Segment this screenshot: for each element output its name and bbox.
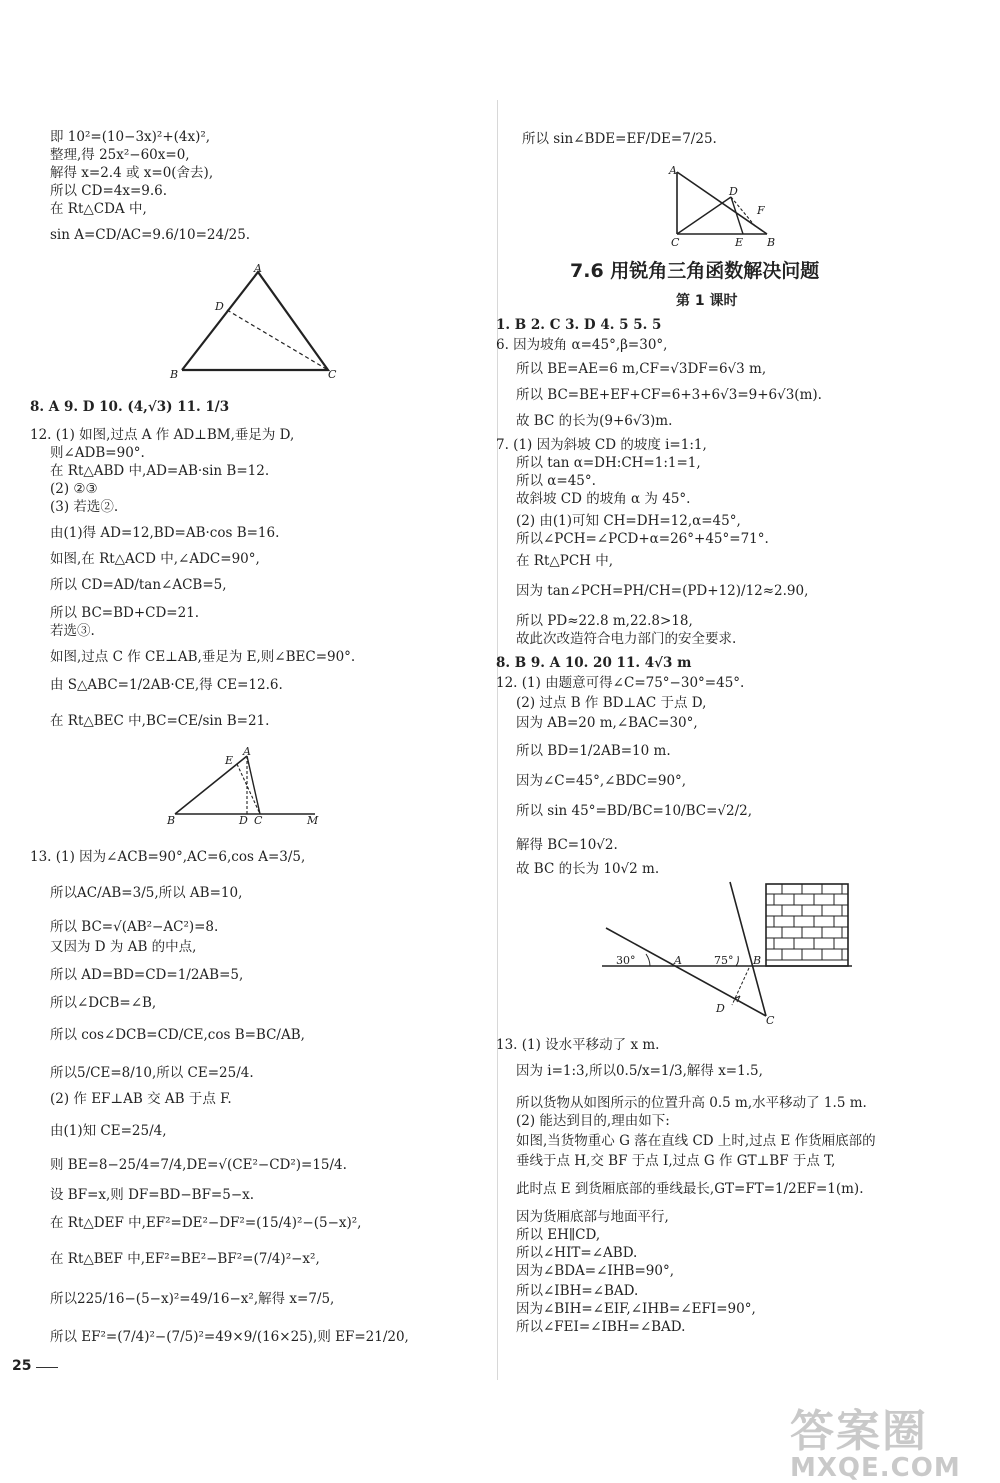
text-line: 在 Rt△PCH 中,	[516, 553, 614, 569]
text-line: 所以 BC=√(AB²−AC²)=8.	[50, 919, 219, 935]
point-label: D	[729, 185, 738, 198]
text-line: (2) 由(1)可知 CH=DH=12,α=45°,	[516, 513, 741, 529]
answer-line: 8. B 9. A 10. 20 11. 4√3 m	[496, 655, 692, 671]
text-line: 所以 EH∥CD,	[516, 1227, 601, 1243]
triangle-figure-1	[170, 262, 340, 382]
text-line: 因为∠BIH=∠EIF,∠IHB=∠EFI=90°,	[516, 1301, 756, 1317]
text-line: 12. (1) 如图,过点 A 作 AD⊥BM,垂足为 D,	[30, 427, 295, 443]
text-line: 在 Rt△DEF 中,EF²=DE²−DF²=(15/4)²−(5−x)²,	[50, 1215, 362, 1231]
text-line: 所以 cos∠DCB=CD/CE,cos B=BC/AB,	[50, 1027, 305, 1043]
point-label: B	[170, 368, 179, 381]
point-label: A	[254, 262, 262, 275]
text-line: 故 BC 的长为 10√2 m.	[516, 861, 660, 877]
watermark-logo: 答案圈	[790, 1406, 928, 1457]
text-line: 所以 BE=AE=6 m,CF=√3DF=6√3 m,	[516, 361, 767, 377]
text-line: 所以 PD≈22.8 m,22.8>18,	[516, 613, 693, 629]
point-label: F	[757, 204, 765, 217]
text-line: 在 Rt△ABD 中,AD=AB·sin B=12.	[50, 463, 270, 479]
point-label: A	[243, 745, 251, 758]
text-line: 6. 因为坡角 α=45°,β=30°,	[496, 337, 668, 353]
text-line: 所以5/CE=8/10,所以 CE=25/4.	[50, 1065, 254, 1081]
angle-label: 75°	[714, 954, 734, 967]
point-label: C	[766, 1014, 775, 1027]
text-line: 因为 tan∠PCH=PH/CH=(PD+12)/12≈2.90,	[516, 583, 809, 599]
text-line: 所以 AD=BD=CD=1/2AB=5,	[50, 967, 244, 983]
text-line: 如图,当货物重心 G 落在直线 CD 上时,过点 E 作货厢底部的	[516, 1133, 876, 1149]
text-line: 即 10²=(10−3x)²+(4x)²,	[50, 129, 211, 145]
text-line: 所以∠IBH=∠BAD.	[516, 1283, 639, 1299]
text-line: 则 BE=8−25/4=7/4,DE=√(CE²−CD²)=15/4.	[50, 1157, 347, 1173]
text-line: 因为∠BDA=∠IHB=90°,	[516, 1263, 674, 1279]
text-line: 所以 α=45°.	[516, 473, 596, 489]
triangle-figure-2	[165, 745, 325, 828]
text-line: (2) ②③	[50, 481, 98, 497]
text-line: 由(1)知 CE=25/4,	[50, 1123, 167, 1139]
text-line: 解得 x=2.4 或 x=0(舍去),	[50, 165, 214, 181]
text-line: 7. (1) 因为斜坡 CD 的坡度 i=1:1,	[496, 437, 707, 453]
point-label: D	[239, 814, 248, 827]
point-label: D	[215, 300, 224, 313]
text-line: 因为∠C=45°,∠BDC=90°,	[516, 773, 687, 789]
text-line: 设 BF=x,则 DF=BD−BF=5−x.	[50, 1187, 255, 1203]
text-line: 所以货物从如图所示的位置升高 0.5 m,水平移动了 1.5 m.	[516, 1095, 867, 1111]
text-line: 故斜坡 CD 的坡角 α 为 45°.	[516, 491, 691, 507]
point-label: B	[167, 814, 176, 827]
lesson-subtitle: 第 1 课时	[676, 293, 738, 309]
text-line: 所以 BD=1/2AB=10 m.	[516, 743, 671, 759]
text-line: 12. (1) 由题意可得∠C=75°−30°=45°.	[496, 675, 745, 691]
column-divider	[497, 100, 498, 1380]
text-line: 所以AC/AB=3/5,所以 AB=10,	[50, 885, 243, 901]
text-line: 所以 BC=BE+EF+CF=6+3+6√3=9+6√3(m).	[516, 387, 822, 403]
point-label: B	[753, 954, 762, 967]
text-line: 因为 i=1:3,所以0.5/x=1/3,解得 x=1.5,	[516, 1063, 763, 1079]
point-label: M	[307, 814, 319, 827]
text-line: 因为货厢底部与地面平行,	[516, 1209, 669, 1225]
text-line: sin A=CD/AC=9.6/10=24/25.	[50, 227, 251, 243]
text-line: 所以 sin∠BDE=EF/DE=7/25.	[522, 131, 717, 147]
text-line: (2) 过点 B 作 BD⊥AC 于点 D,	[516, 695, 707, 711]
text-line: 解得 BC=10√2.	[516, 837, 618, 853]
text-line: 在 Rt△BEC 中,BC=CE/sin B=21.	[50, 713, 270, 729]
text-line: 所以 EF²=(7/4)²−(7/5)²=49×9/(16×25),则 EF=21/20,	[50, 1329, 409, 1345]
text-line: 此时点 E 到货厢底部的垂线最长,GT=FT=1/2EF=1(m).	[516, 1181, 864, 1197]
text-line: 所以 tan α=DH:CH=1:1=1,	[516, 455, 701, 471]
text-line: 垂线于点 H,交 BF 于点 I,过点 G 作 GT⊥BF 于点 T,	[516, 1153, 836, 1169]
text-line: 13. (1) 设水平移动了 x m.	[496, 1037, 660, 1053]
text-line: 如图,过点 C 作 CE⊥AB,垂足为 E,则∠BEC=90°.	[50, 649, 356, 665]
point-label: B	[767, 236, 776, 249]
section-title: 7.6 用锐角三角函数解决问题	[570, 260, 820, 282]
answer-line: 1. B 2. C 3. D 4. 5 5. 5	[496, 317, 662, 333]
angle-label: 30°	[616, 954, 636, 967]
text-line: 所以 BC=BD+CD=21.	[50, 605, 200, 621]
text-line: (2) 能达到目的,理由如下:	[516, 1113, 670, 1129]
text-line: 故 BC 的长为(9+6√3)m.	[516, 413, 673, 429]
text-line: 13. (1) 因为∠ACB=90°,AC=6,cos A=3/5,	[30, 849, 306, 865]
text-line: 所以∠HIT=∠ABD.	[516, 1245, 638, 1261]
text-line: 则∠ADB=90°.	[50, 445, 145, 461]
text-line: 由 S△ABC=1/2AB·CE,得 CE=12.6.	[50, 677, 283, 693]
text-line: 所以∠FEI=∠IBH=∠BAD.	[516, 1319, 686, 1335]
text-line: 由(1)得 AD=12,BD=AB·cos B=16.	[50, 525, 280, 541]
point-label: C	[671, 236, 680, 249]
point-label: D	[716, 1002, 725, 1015]
page-number: 25	[12, 1358, 32, 1374]
point-label: C	[328, 368, 337, 381]
text-line: 整理,得 25x²−60x=0,	[50, 147, 190, 163]
text-line: 所以∠DCB=∠B,	[50, 995, 157, 1011]
text-line: 如图,在 Rt△ACD 中,∠ADC=90°,	[50, 551, 260, 567]
triangle-figure-3	[665, 162, 785, 248]
point-label: A	[674, 954, 682, 967]
text-line: 所以∠PCH=∠PCD+α=26°+45°=71°.	[516, 531, 769, 547]
text-line: 故此次改造符合电力部门的安全要求.	[516, 631, 737, 647]
text-line: 因为 AB=20 m,∠BAC=30°,	[516, 715, 698, 731]
text-line: 所以 sin 45°=BD/BC=10/BC=√2/2,	[516, 803, 753, 819]
text-line: 所以 CD=AD/tan∠ACB=5,	[50, 577, 227, 593]
point-label: E	[735, 236, 744, 249]
slope-wall-figure	[598, 876, 858, 1026]
text-line: 在 Rt△CDA 中,	[50, 201, 147, 217]
point-label: E	[225, 754, 234, 767]
text-line: 所以225/16−(5−x)²=49/16−x²,解得 x=7/5,	[50, 1291, 335, 1307]
point-label: A	[669, 164, 677, 177]
text-line: 又因为 D 为 AB 的中点,	[50, 939, 197, 955]
watermark-url: MXQE.COM	[790, 1453, 961, 1483]
text-line: (3) 若选②.	[50, 499, 119, 515]
answer-line: 8. A 9. D 10. (4,√3) 11. 1/3	[30, 399, 230, 415]
point-label: C	[254, 814, 263, 827]
text-line: 若选③.	[50, 623, 95, 639]
text-line: 所以 CD=4x=9.6.	[50, 183, 168, 199]
text-line: 在 Rt△BEF 中,EF²=BE²−BF²=(7/4)²−x²,	[50, 1251, 320, 1267]
watermark	[790, 1395, 961, 1483]
text-line: (2) 作 EF⊥AB 交 AB 于点 F.	[50, 1091, 232, 1107]
page-number-dash	[36, 1367, 58, 1368]
